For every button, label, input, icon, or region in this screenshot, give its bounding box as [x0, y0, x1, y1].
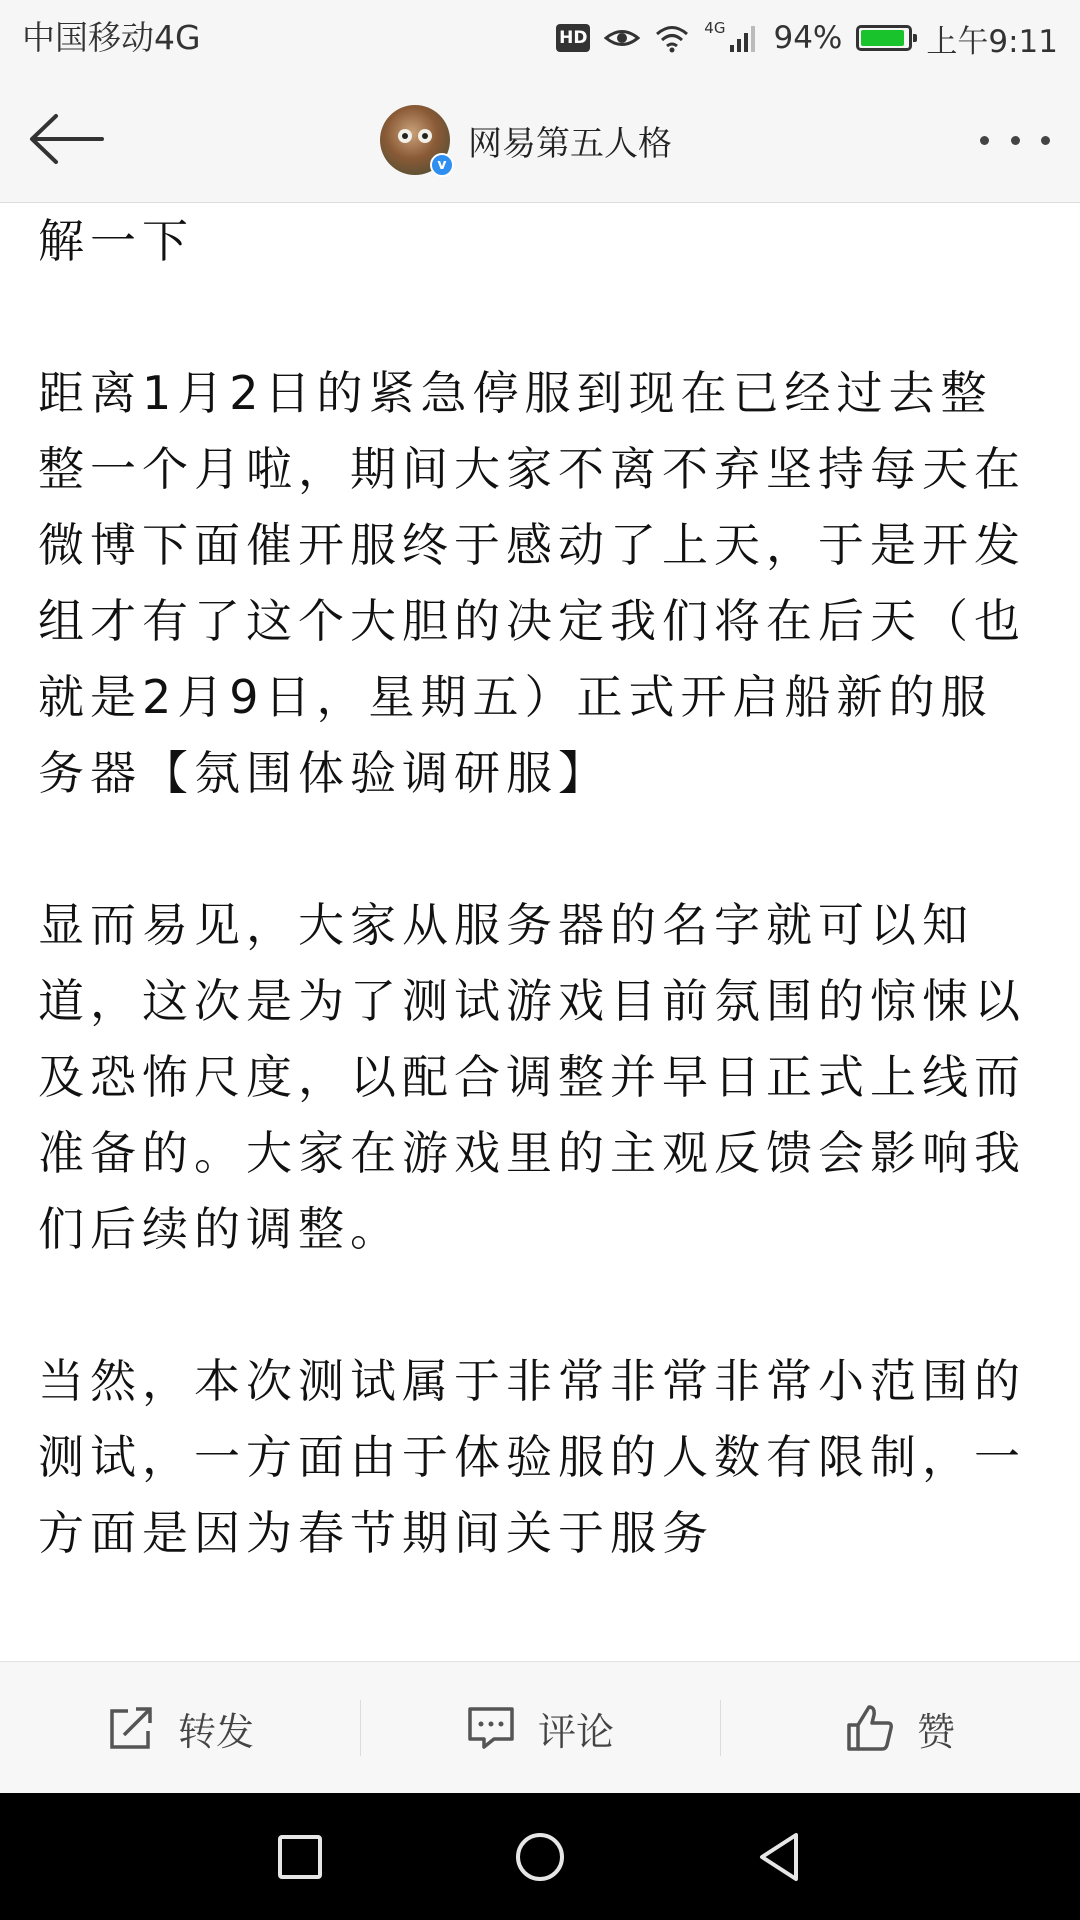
avatar[interactable]	[380, 105, 450, 175]
status-icons	[556, 18, 1058, 58]
comment-bubble-icon	[466, 1703, 516, 1753]
verified-badge: v	[430, 153, 454, 177]
comment-label: 评论	[537, 1709, 614, 1754]
back-arrow-icon	[26, 104, 106, 174]
square-icon[interactable]	[272, 1829, 328, 1885]
top-nav-bar	[0, 76, 1080, 203]
article-paragraph: 显而易见，大家从服务器的名字就可以知道，这次是为了测试游戏目前氛围的惊悚以及恐怖尺度，以配合调整并早日正式上线而准备的。大家在游戏里的主观反馈会影响我们后续的调整。	[38, 898, 1026, 1256]
account-name[interactable]: 网易第五人格	[468, 123, 672, 164]
article-paragraph: 解一下	[38, 214, 194, 268]
status-bar	[0, 0, 1080, 76]
back-button[interactable]	[26, 104, 106, 174]
article-paragraph: 当然，本次测试属于非常非常非常小范围的测试，一方面由于体验服的人数有限制，一方面是因为春节期间关于服务	[38, 1354, 1026, 1560]
account-header[interactable]	[380, 104, 672, 176]
action-bar	[0, 1661, 1080, 1794]
more-button[interactable]	[980, 122, 1050, 158]
article-body	[38, 203, 1038, 1661]
repost-button[interactable]	[0, 1662, 360, 1794]
article-paragraph: 距离1月2日的紧急停服到现在已经过去整整一个月啦，期间大家不离不弃坚持每天在微博下面催开服终于感动了上天，于是开发组才有了这个大胆的决定我们将在后天（也就是2月9日，星期五）正式开启船新的服务器【氛围体验调研服】	[38, 366, 1026, 800]
hd-icon: HD	[556, 24, 590, 52]
avatar-eye-left	[398, 129, 412, 143]
battery-icon	[856, 25, 912, 51]
network-type-label: 4G	[704, 19, 726, 37]
thumbs-up-icon	[845, 1703, 895, 1753]
clock: 上午9:11	[926, 23, 1058, 60]
like-button[interactable]	[720, 1662, 1080, 1794]
triangle-back-icon[interactable]	[752, 1829, 808, 1885]
more-dots-icon	[980, 136, 989, 145]
system-nav-bar	[0, 1793, 1080, 1920]
carrier-label: 中国移动4G	[22, 18, 201, 57]
wifi-icon	[654, 23, 690, 53]
eye-icon	[604, 25, 640, 51]
repost-label: 转发	[177, 1709, 254, 1754]
avatar-eye-right	[418, 129, 432, 143]
battery-fill	[861, 30, 904, 46]
circle-icon[interactable]	[512, 1829, 568, 1885]
share-out-icon	[106, 1703, 156, 1753]
battery-percent: 94%	[773, 20, 843, 56]
like-label: 赞	[916, 1709, 955, 1754]
comment-button[interactable]	[360, 1662, 720, 1794]
signal-icon	[729, 23, 759, 53]
